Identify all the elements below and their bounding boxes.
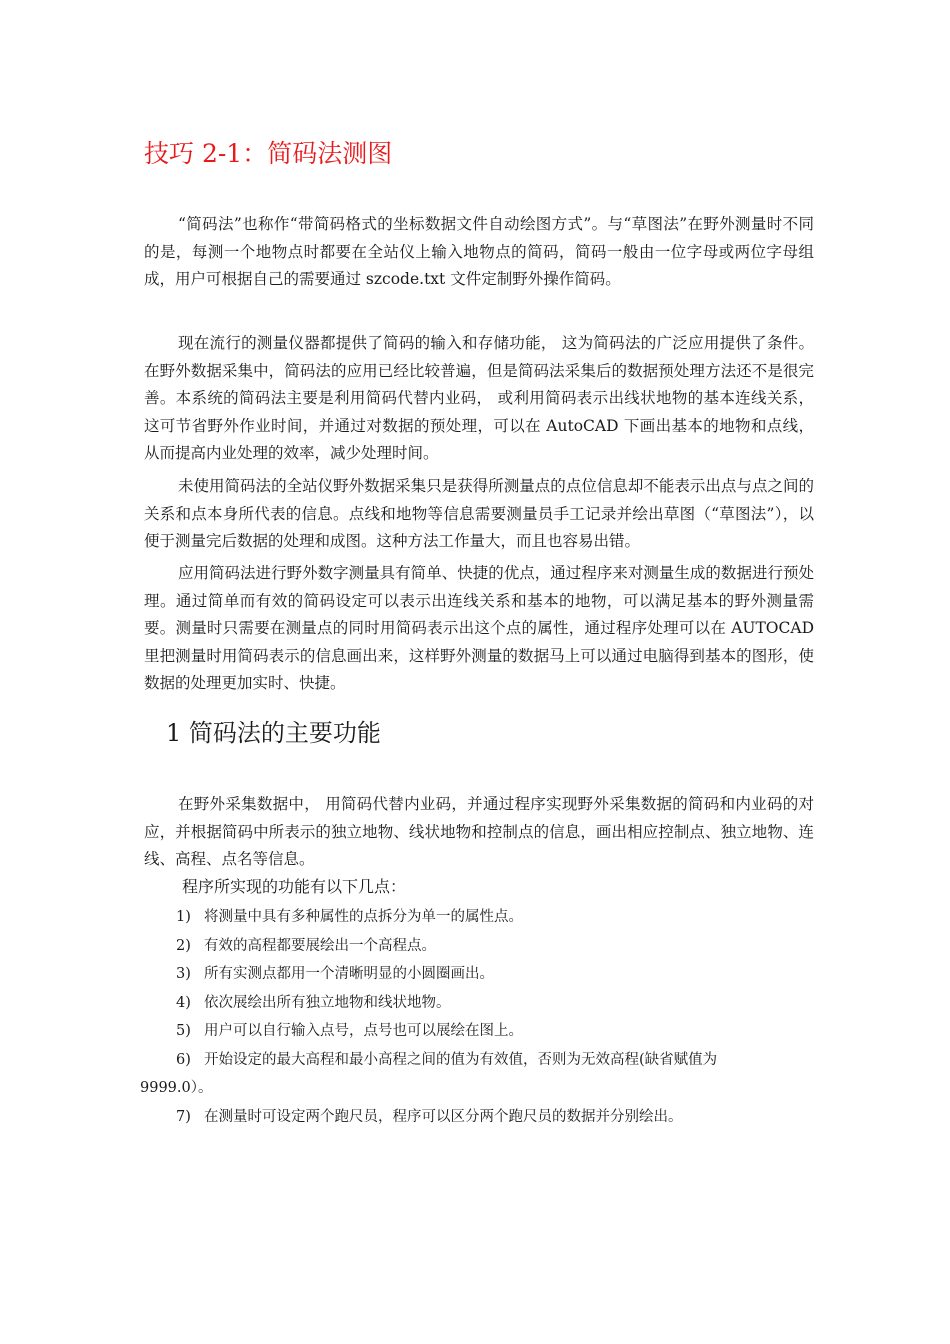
list-item: 3) 所有实测点都用一个清晰明显的小圆圈画出。 — [176, 966, 494, 982]
function-list-intro: 程序所实现的功能有以下几点： — [182, 877, 407, 896]
list-item: 1) 将测量中具有多种属性的点拆分为单一的属性点。 — [176, 909, 523, 925]
list-item-continuation: 9999.0）。 — [140, 1080, 213, 1096]
list-item: 4) 依次展绘出所有独立地物和线状地物。 — [176, 994, 451, 1011]
list-item: 2) 有效的高程都要展绘出一个高程点。 — [176, 937, 436, 954]
paragraph-1: “简码法”也称作“带简码格式的坐标数据文件自动绘图方式”。与“草图法”在野外测量时不同的是，每测一个地物点时都要在全站仪上输入地物点的简码，简码一般由一位字母或两位字母组成，用户可根据自己的需要通过 szcode.txt 文件定制野外操作简码。 — [144, 215, 814, 288]
function-list — [140, 903, 814, 1131]
section-heading: 1 简码法的主要功能 — [166, 719, 381, 747]
paragraph-2: 现在流行的测量仪器都提供了简码的输入和存储功能， 这为简码法的广泛应用提供了条件。在野外数据采集中，简码法的应用已经比较普遍，但是简码法采集后的数据预处理方法还不是很完善。本系统的简码法主要是利用简码代替内业码， 或利用简码表示出线状地物的基本连线关系，这可节省野外作业时间，并通过对数据的预处理，可以在 AutoCAD 下画出基本的地物和点线，从而提高内业处理的效率，减少处理时间。 — [144, 334, 814, 462]
document-title: 技巧 2-1：简码法测图 — [144, 139, 393, 168]
section-paragraph: 在野外采集数据中， 用简码代替内业码，并通过程序实现野外采集数据的简码和内业码的对应，并根据简码中所表示的独立地物、线状地物和控制点的信息，画出相应控制点、独立地物、连线、高程、点名等信息。 — [144, 795, 814, 868]
list-item: 5) 用户可以自行输入点号，点号也可以展绘在图上。 — [176, 1023, 523, 1039]
paragraph-4: 应用简码法进行野外数字测量具有简单、快捷的优点，通过程序来对测量生成的数据进行预处理。通过简单而有效的简码设定可以表示出连线关系和基本的地物，可以满足基本的野外测量需要。测量时只需要在测量点的同时用简码表示出这个点的属性，通过程序处理可以在 AUTOCAD 里把测量时用简码表示的信息画出来，这样野外测量的数据马上可以通过电脑得到基本的图形，使数据的处理更加实时、快捷。 — [144, 564, 814, 692]
list-item: 6) 开始设定的最大高程和最小高程之间的值为有效值，否则为无效高程(缺省赋值为 9999.0）。 — [144, 1046, 814, 1103]
paragraph-3: 未使用简码法的全站仪野外数据采集只是获得所测量点的点位信息却不能表示出点与点之间的关系和点本身所代表的信息。点线和地物等信息需要测量员手工记录并绘出草图（“草图法”），以便于测量完后数据的处理和成图。这种方法工作量大，而且也容易出错。 — [144, 477, 814, 550]
list-item: 7) 在测量时可设定两个跑尺员，程序可以区分两个跑尺员的数据并分别绘出。 — [176, 1108, 683, 1125]
